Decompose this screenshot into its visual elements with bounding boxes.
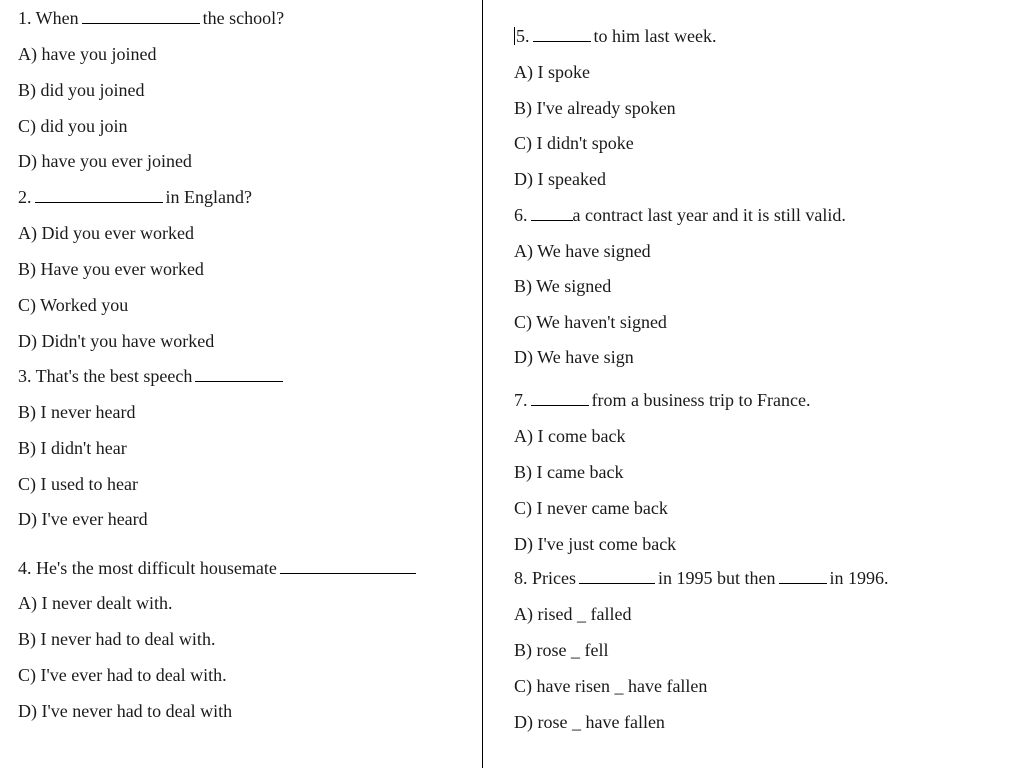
option-2b[interactable]: B) Have you ever worked: [18, 259, 204, 279]
question-8-text-mid: in 1995 but then: [658, 568, 776, 588]
option-7b[interactable]: B) I came back: [514, 462, 624, 482]
answer-blank[interactable]: [779, 569, 827, 584]
option-6c[interactable]: C) We haven't signed: [514, 312, 667, 332]
option-3d[interactable]: D) I've ever heard: [18, 509, 148, 529]
question-4: [18, 558, 419, 578]
option-1b[interactable]: B) did you joined: [18, 80, 145, 100]
option-4b[interactable]: B) I never had to deal with.: [18, 629, 216, 649]
option-6b[interactable]: B) We signed: [514, 276, 612, 296]
question-8-text-end: in 1996.: [829, 568, 889, 588]
answer-blank[interactable]: [82, 9, 200, 24]
option-5d[interactable]: D) I speaked: [514, 169, 606, 189]
option-7a[interactable]: A) I come back: [514, 426, 626, 446]
question-5-text: 5.: [516, 26, 530, 46]
question-8: [514, 568, 889, 588]
option-6d[interactable]: D) We have sign: [514, 347, 634, 367]
question-8-text: 8. Prices: [514, 568, 576, 588]
question-6-text: 6.: [514, 205, 528, 225]
option-3a[interactable]: B) I never heard: [18, 402, 136, 422]
option-5b[interactable]: B) I've already spoken: [514, 98, 676, 118]
option-2d[interactable]: D) Didn't you have worked: [18, 331, 215, 351]
option-5c[interactable]: C) I didn't spoke: [514, 133, 634, 153]
option-1c[interactable]: C) did you join: [18, 116, 128, 136]
question-1: [18, 8, 284, 28]
left-column: [18, 0, 468, 768]
option-1a[interactable]: A) have you joined: [18, 44, 157, 64]
answer-blank[interactable]: [195, 367, 283, 382]
question-5-text-end: to him last week.: [593, 26, 717, 46]
question-7-text-end: from a business trip to France.: [591, 390, 811, 410]
question-6: [514, 205, 846, 225]
answer-blank[interactable]: [280, 559, 416, 574]
option-8a[interactable]: A) rised _ falled: [514, 604, 632, 624]
question-2-text-end: in England?: [165, 187, 252, 207]
answer-blank[interactable]: [579, 569, 655, 584]
question-7-text: 7.: [514, 390, 528, 410]
answer-blank[interactable]: [531, 206, 573, 221]
option-2a[interactable]: A) Did you ever worked: [18, 223, 194, 243]
question-3-text: 3. That's the best speech: [18, 366, 193, 386]
option-7d[interactable]: D) I've just come back: [514, 534, 677, 554]
column-divider: [482, 0, 483, 768]
option-8c[interactable]: C) have risen _ have fallen: [514, 676, 708, 696]
answer-blank[interactable]: [533, 27, 591, 42]
option-3b[interactable]: B) I didn't hear: [18, 438, 127, 458]
option-2c[interactable]: C) Worked you: [18, 295, 129, 315]
option-5a[interactable]: A) I spoke: [514, 62, 590, 82]
question-2: [18, 187, 252, 207]
option-7c[interactable]: C) I never came back: [514, 498, 668, 518]
answer-blank[interactable]: [531, 391, 589, 406]
option-4c[interactable]: C) I've ever had to deal with.: [18, 665, 227, 685]
question-3: [18, 366, 286, 386]
question-6-text-end: a contract last year and it is still valid.: [572, 205, 846, 225]
answer-blank[interactable]: [35, 188, 163, 203]
option-6a[interactable]: A) We have signed: [514, 241, 651, 261]
question-2-text: 2.: [18, 187, 32, 207]
option-3c[interactable]: C) I used to hear: [18, 474, 138, 494]
option-4a[interactable]: A) I never dealt with.: [18, 593, 173, 613]
question-4-text: 4. He's the most difficult housemate: [18, 558, 277, 578]
question-1-text-end: the school?: [202, 8, 285, 28]
option-8d[interactable]: D) rose _ have fallen: [514, 712, 665, 732]
question-1-text: 1. When: [18, 8, 79, 28]
question-5: [514, 26, 716, 46]
option-1d[interactable]: D) have you ever joined: [18, 151, 192, 171]
option-4d[interactable]: D) I've never had to deal with: [18, 701, 233, 721]
question-7: [514, 390, 810, 410]
option-8b[interactable]: B) rose _ fell: [514, 640, 609, 660]
text-cursor: [514, 27, 515, 45]
right-column: [514, 0, 1004, 768]
